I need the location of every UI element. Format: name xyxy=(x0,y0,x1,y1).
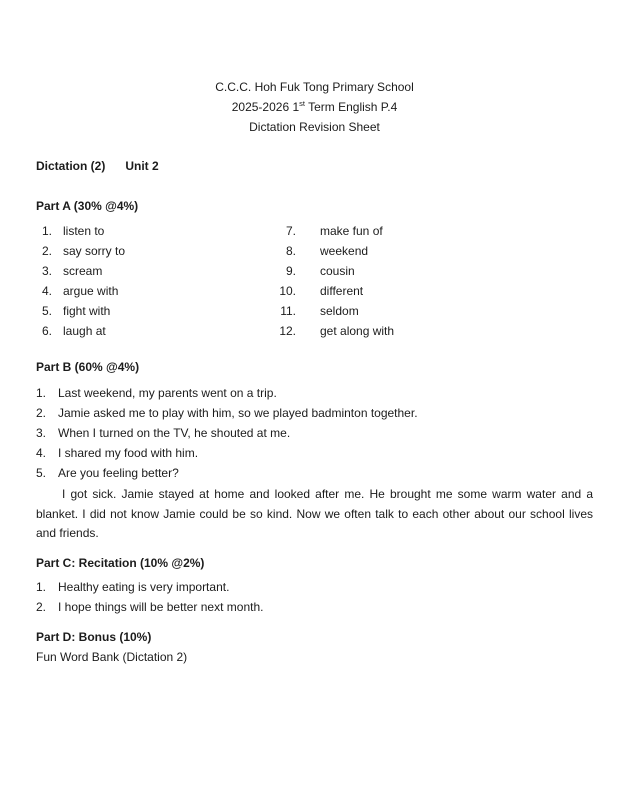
list-item-text: cousin xyxy=(320,264,355,278)
part-b-paragraph: I got sick. Jamie stayed at home and looked after me. He brought me some warm water and a blanket. I did not know Jamie could be so kind. Now we often talk to each other about our school lives and friends. xyxy=(36,487,593,540)
list-item-number: 1. xyxy=(36,386,47,400)
list-item xyxy=(36,403,593,423)
list-item-number: 5. xyxy=(36,466,47,480)
list-item-text: Healthy eating is very important. xyxy=(58,579,230,594)
list-item-number: 6. xyxy=(42,324,53,338)
list-item-text: get along with xyxy=(320,324,395,338)
part-a-left-column xyxy=(36,221,270,341)
list-item-number: 3. xyxy=(42,264,53,278)
doc-heading-unit: Unit 2 xyxy=(125,159,159,173)
list-item xyxy=(36,463,593,483)
list-item xyxy=(270,321,593,341)
list-item-number: 2. xyxy=(42,244,53,258)
list-item xyxy=(36,423,593,443)
term-line xyxy=(36,97,593,117)
ordinal-suffix: st xyxy=(299,99,305,108)
document-header xyxy=(36,77,593,137)
list-item xyxy=(36,577,593,597)
list-item-text: Jamie asked me to play with him, so we played badminton together. xyxy=(58,406,418,420)
list-item-text: scream xyxy=(63,264,103,278)
list-item-number: 4. xyxy=(42,284,53,298)
list-item-text: different xyxy=(320,284,364,298)
part-c-heading: Part C: Recitation (10% @2%) xyxy=(36,555,205,570)
list-item xyxy=(36,597,593,617)
doc-heading xyxy=(36,156,593,176)
list-item-text: say sorry to xyxy=(63,244,126,258)
list-item-number: 12. xyxy=(279,324,296,338)
list-item xyxy=(42,221,270,241)
sheet-title: Dictation Revision Sheet xyxy=(249,120,380,134)
list-item-number: 1. xyxy=(42,224,53,238)
list-item-text: make fun of xyxy=(320,224,383,238)
list-item-number: 5. xyxy=(42,304,53,318)
list-item xyxy=(42,281,270,301)
part-a-list xyxy=(36,221,593,341)
part-b-heading: Part B (60% @4%) xyxy=(36,360,140,374)
list-item-text: I shared my food with him. xyxy=(58,446,199,460)
list-item xyxy=(42,321,270,341)
list-item-number: 7. xyxy=(285,224,296,238)
list-item-text: argue with xyxy=(63,284,119,298)
list-item xyxy=(36,443,593,463)
list-item-number: 9. xyxy=(285,264,296,278)
list-item-number: 11. xyxy=(280,304,296,318)
list-item xyxy=(42,301,270,321)
doc-heading-title: Dictation (2) xyxy=(36,159,106,173)
list-item-number: 4. xyxy=(36,446,47,460)
list-item-number: 3. xyxy=(36,426,47,440)
term-suffix: Term English P.4 xyxy=(304,100,398,114)
part-c-list xyxy=(36,577,593,617)
list-item xyxy=(42,241,270,261)
part-d-heading: Part D: Bonus (10%) xyxy=(36,629,152,644)
list-item xyxy=(270,241,593,261)
part-a-heading: Part A (30% @4%) xyxy=(36,199,139,213)
list-item-text: Are you feeling better? xyxy=(58,466,179,480)
list-item-text: Last weekend, my parents went on a trip. xyxy=(58,386,277,400)
list-item xyxy=(270,281,593,301)
list-item-number: 1. xyxy=(36,579,47,594)
list-item-number: 10. xyxy=(279,284,296,298)
term-prefix: 2025-2026 1 xyxy=(231,100,300,114)
school-name: C.C.C. Hoh Fuk Tong Primary School xyxy=(215,80,414,94)
list-item-text: listen to xyxy=(63,224,105,238)
part-b-list xyxy=(36,383,593,483)
list-item-number: 2. xyxy=(36,599,47,614)
list-item-text: laugh at xyxy=(63,324,106,338)
part-d-subtext: Fun Word Bank (Dictation 2) xyxy=(36,649,188,664)
list-item-text: weekend xyxy=(320,244,369,258)
list-item xyxy=(270,221,593,241)
list-item xyxy=(270,301,593,321)
list-item-text: I hope things will be better next month. xyxy=(58,599,264,614)
part-a-right-column xyxy=(270,221,593,341)
list-item-number: 8. xyxy=(285,244,296,258)
list-item xyxy=(36,383,593,403)
list-item-number: 2. xyxy=(36,406,47,420)
list-item-text: seldom xyxy=(320,304,359,318)
list-item-text: When I turned on the TV, he shouted at me. xyxy=(58,426,291,440)
list-item xyxy=(270,261,593,281)
list-item xyxy=(42,261,270,281)
list-item-text: fight with xyxy=(63,304,111,318)
